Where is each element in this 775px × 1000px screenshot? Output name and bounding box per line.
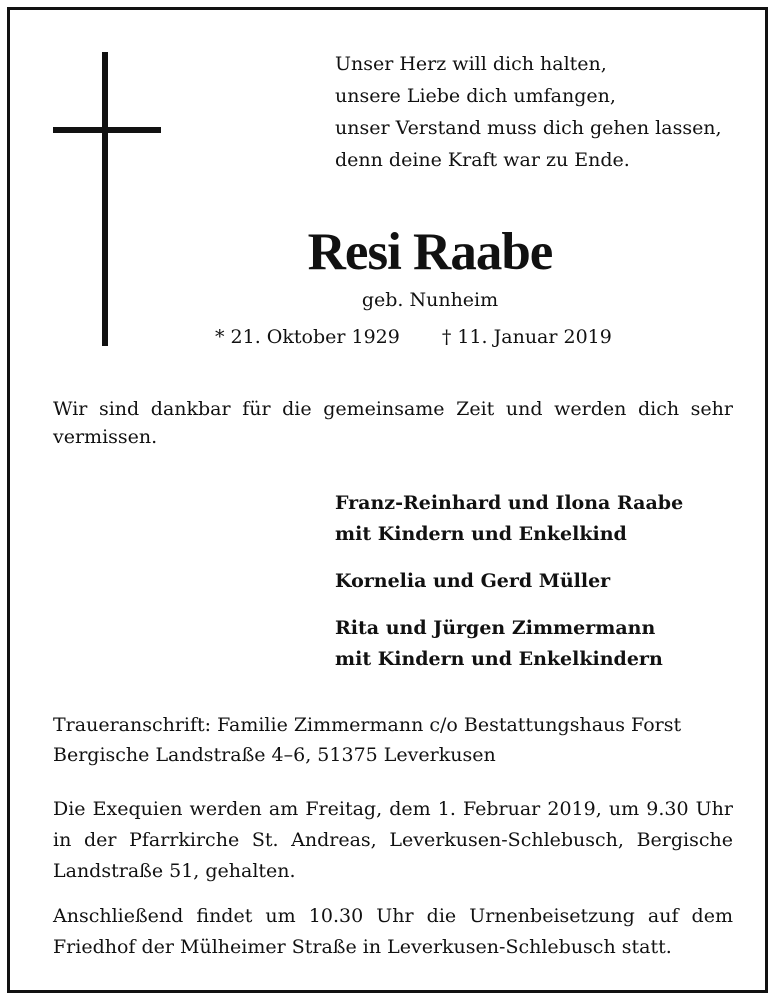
birth-date: * 21. Oktober 1929 <box>215 326 400 348</box>
life-dates <box>215 322 655 352</box>
mourners-list <box>335 488 755 691</box>
poem-line: Unser Herz will dich halten, <box>335 53 607 75</box>
mourner-line: Kornelia und Gerd Müller <box>335 570 611 592</box>
obituary-notice <box>7 7 768 993</box>
burial-details: Anschließend findet um 10.30 Uhr die Urnenbeisetzung auf dem Friedhof der Mülheimer Straße in Leverkusen-Schlebusch statt. <box>53 905 733 958</box>
mourner-line: mit Kindern und Enkelkind <box>335 523 627 545</box>
death-date: † 11. Januar 2019 <box>441 326 612 348</box>
service-details: Die Exequien werden am Freitag, dem 1. Februar 2019, um 9.30 Uhr in der Pfarrkirche St. Andreas, Leverkusen-Schlebusch, Bergische Landstraße 51, gehalten. <box>53 798 733 882</box>
mourner-family <box>335 613 755 675</box>
mourner-family <box>335 488 755 550</box>
mourner-family <box>335 566 755 597</box>
memorial-poem <box>335 48 755 176</box>
deceased-name: Resi Raabe <box>307 223 553 281</box>
address-line: Bergische Landstraße 4–6, 51375 Leverkusen <box>53 744 496 766</box>
mourner-line: mit Kindern und Enkelkindern <box>335 648 663 670</box>
cross-icon-crossbar <box>53 127 161 133</box>
birth-name: geb. Nunheim <box>361 289 499 311</box>
cross-icon <box>102 52 108 346</box>
poem-line: denn deine Kraft war zu Ende. <box>335 149 630 171</box>
mourner-line: Rita und Jürgen Zimmermann <box>335 617 656 639</box>
poem-line: unsere Liebe dich umfangen, <box>335 85 616 107</box>
condolence-address <box>53 710 733 770</box>
address-line: Traueranschrift: Familie Zimmermann c/o Bestattungshaus Forst <box>53 714 682 736</box>
mourner-line: Franz-Reinhard und Ilona Raabe <box>335 492 684 514</box>
poem-line: unser Verstand muss dich gehen lassen, <box>335 117 722 139</box>
thanks-text: Wir sind dankbar für die gemeinsame Zeit und werden dich sehr vermissen. <box>53 398 733 448</box>
